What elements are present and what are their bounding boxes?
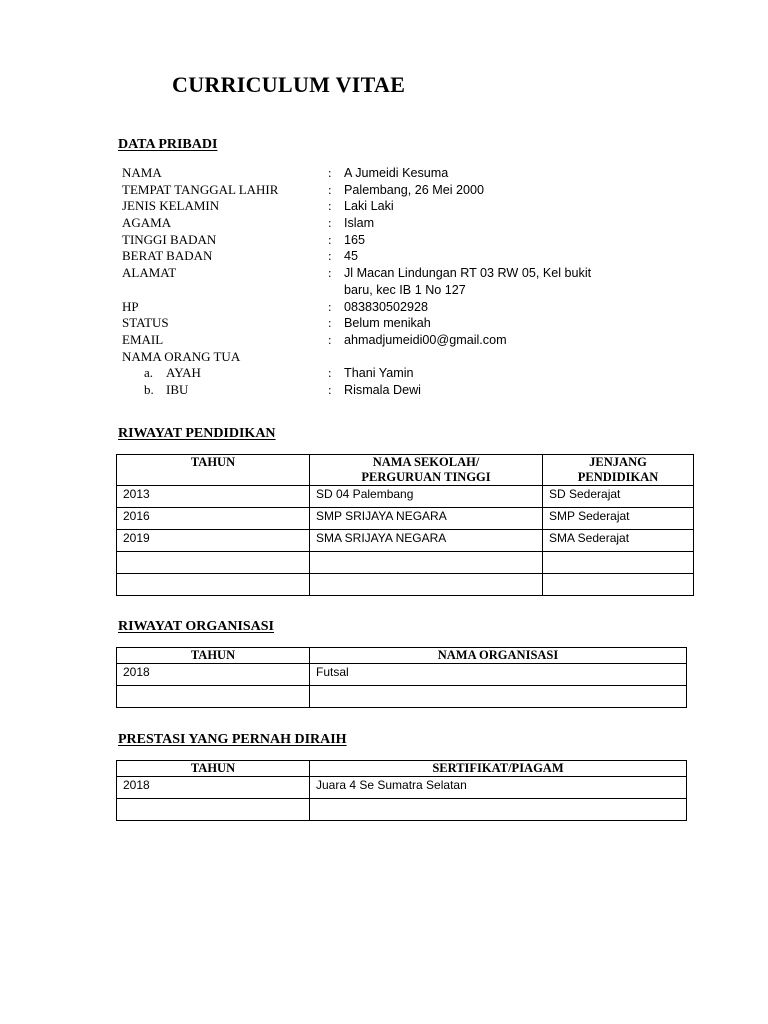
table-row	[117, 530, 694, 552]
field-label: EMAIL	[122, 331, 164, 347]
table-cell: SMA Sederajat	[543, 530, 694, 552]
table-row	[117, 777, 687, 799]
field-label: AGAMA	[122, 215, 172, 231]
achievements-table	[116, 760, 687, 821]
field-value: Thani Yamin	[344, 366, 414, 381]
field-mother	[122, 382, 642, 399]
table-cell	[310, 552, 543, 574]
table-row	[117, 686, 687, 708]
table-header-row	[117, 455, 694, 486]
organization-heading: RIWAYAT ORGANISASI	[118, 619, 275, 634]
document-title: CURRICULUM VITAE	[172, 72, 406, 97]
column-header-certificate: SERTIFIKAT/PIAGAM	[310, 761, 687, 777]
field-colon: :	[328, 199, 332, 214]
column-header-level: JENJANG PENDIDIKAN	[543, 455, 694, 486]
personal-data-heading: DATA PRIBADI	[118, 137, 218, 152]
field-label: STATUS	[122, 315, 169, 331]
field-gender	[122, 198, 642, 215]
field-colon: :	[328, 166, 332, 180]
list-marker: a.	[144, 365, 154, 381]
field-label: HP	[122, 298, 139, 314]
table-row	[117, 574, 694, 596]
table-cell: 2016	[117, 508, 310, 530]
field-colon: :	[328, 332, 332, 347]
field-colon: :	[328, 232, 332, 247]
field-email	[122, 332, 642, 349]
field-value: ahmadjumeidi00@gmail.com	[344, 332, 507, 347]
table-cell	[543, 574, 694, 596]
table-cell: 2018	[117, 664, 310, 686]
field-height	[122, 232, 642, 249]
field-colon: :	[328, 182, 332, 197]
field-colon: :	[328, 299, 332, 314]
table-row	[117, 552, 694, 574]
field-nama	[122, 165, 642, 182]
table-cell	[117, 552, 310, 574]
education-table	[116, 454, 694, 596]
column-header-year: TAHUN	[117, 648, 310, 664]
organization-table	[116, 647, 687, 708]
field-father	[122, 365, 642, 382]
achievements-heading: PRESTASI YANG PERNAH DIRAIH	[118, 732, 347, 747]
field-label: BERAT BADAN	[122, 248, 213, 264]
field-colon: :	[328, 366, 332, 381]
table-cell	[117, 799, 310, 821]
field-value: Laki Laki	[344, 199, 394, 214]
table-cell: SMA SRIJAYA NEGARA	[310, 530, 543, 552]
field-birth	[122, 182, 642, 199]
field-label: AYAH	[166, 365, 201, 381]
table-cell: SMP Sederajat	[543, 508, 694, 530]
field-label: TINGGI BADAN	[122, 231, 217, 247]
field-value: 083830502928	[344, 299, 429, 314]
table-header-row	[117, 761, 687, 777]
table-header-row	[117, 648, 687, 664]
field-colon: :	[328, 216, 332, 231]
field-label: JENIS KELAMIN	[122, 198, 220, 214]
column-header-organization: NAMA ORGANISASI	[310, 648, 687, 664]
field-value: 165	[344, 232, 366, 247]
field-value: 45	[344, 249, 359, 264]
table-cell	[117, 574, 310, 596]
field-parents	[122, 349, 642, 366]
education-heading: RIWAYAT PENDIDIKAN	[118, 426, 276, 441]
field-status	[122, 315, 642, 332]
field-label: NAMA	[122, 165, 162, 180]
table-cell: 2013	[117, 486, 310, 508]
table-cell	[543, 552, 694, 574]
field-label: IBU	[166, 381, 189, 397]
field-value: A Jumeidi Kesuma	[344, 166, 449, 180]
table-cell	[310, 574, 543, 596]
field-value: Islam	[344, 216, 375, 231]
field-value: Rismala Dewi	[344, 382, 421, 397]
table-cell: SD Sederajat	[543, 486, 694, 508]
column-header-school: NAMA SEKOLAH/ PERGURUAN TINGGI	[310, 455, 543, 486]
field-colon: :	[328, 316, 332, 331]
field-value: Palembang, 26 Mei 2000	[344, 182, 485, 197]
field-phone	[122, 299, 642, 316]
field-value-line-2: baru, kec IB 1 No 127	[344, 282, 466, 297]
table-cell	[310, 799, 687, 821]
table-row	[117, 799, 687, 821]
table-cell: Futsal	[310, 664, 687, 686]
field-label: TEMPAT TANGGAL LAHIR	[122, 181, 279, 197]
table-cell: 2018	[117, 777, 310, 799]
field-colon: :	[328, 266, 332, 281]
table-cell	[310, 686, 687, 708]
table-row	[117, 508, 694, 530]
field-colon: :	[328, 382, 332, 397]
field-weight	[122, 248, 642, 265]
field-value: Belum menikah	[344, 316, 431, 331]
table-cell: SD 04 Palembang	[310, 486, 543, 508]
field-label: ALAMAT	[122, 265, 177, 281]
table-cell: 2019	[117, 530, 310, 552]
personal-data-list	[122, 165, 642, 399]
table-row	[117, 486, 694, 508]
field-colon: :	[328, 249, 332, 264]
table-cell: Juara 4 Se Sumatra Selatan	[310, 777, 687, 799]
field-value: Jl Macan Lindungan RT 03 RW 05, Kel bukit	[344, 266, 592, 281]
table-row	[117, 664, 687, 686]
field-address	[122, 265, 642, 298]
column-header-year: TAHUN	[117, 455, 310, 486]
column-header-year: TAHUN	[117, 761, 310, 777]
table-cell: SMP SRIJAYA NEGARA	[310, 508, 543, 530]
list-marker: b.	[144, 381, 154, 397]
field-label: NAMA ORANG TUA	[122, 348, 241, 364]
table-cell	[117, 686, 310, 708]
field-religion	[122, 215, 642, 232]
